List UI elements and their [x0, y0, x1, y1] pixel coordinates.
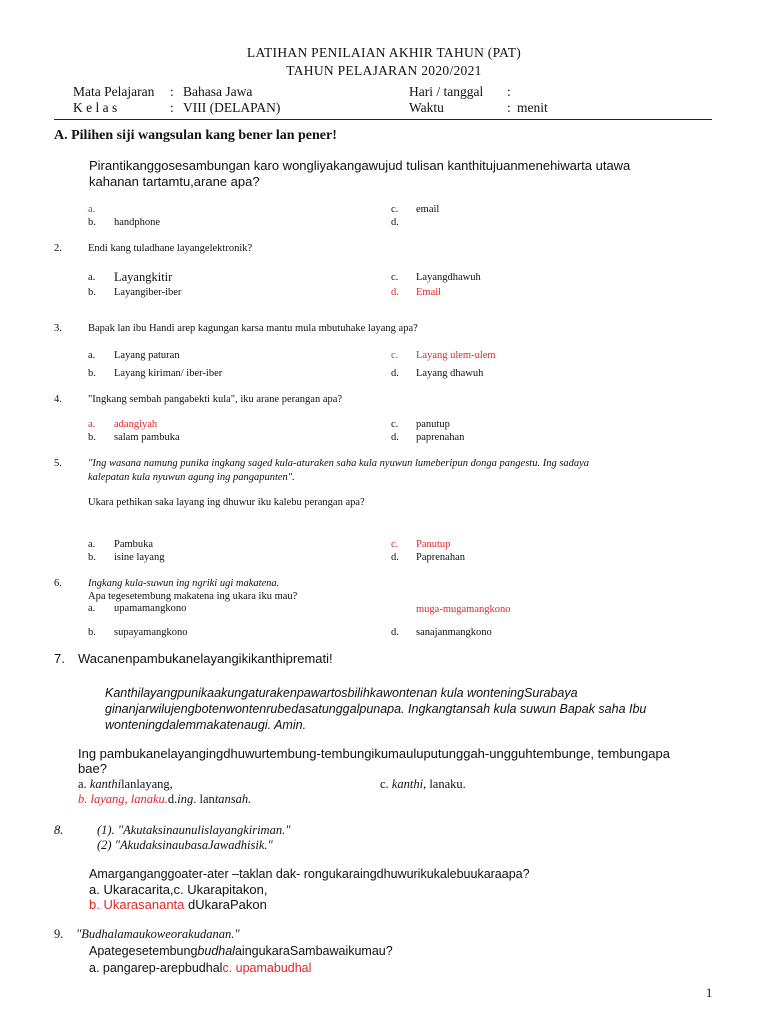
q7-passage-line3: wonteningdalemmakatenaugi. Amin. [105, 718, 307, 732]
q2-option-a-text[interactable]: Layangkitir [114, 270, 173, 284]
q7-option-b-d[interactable]: b. layang, lanaku.d.ing. lantansah. [78, 792, 252, 806]
class-label: K e l a s [73, 100, 118, 115]
q1-text-line2: kahanan tartamtu,arane apa? [89, 174, 260, 189]
q3-option-a-text[interactable]: Layang paturan [114, 350, 180, 361]
q7-question-line2: bae? [78, 761, 107, 776]
subject-value: Bahasa Jawa [183, 84, 253, 99]
q2-text: Endi kang tuladhane layangelektronik? [88, 243, 253, 254]
q3-option-b-letter[interactable]: b. [88, 368, 96, 379]
q7-passage-line2: ginanjarwilujengbotenwontenrubedasatunggalpunapa. Ingkangtansah kula suwun Bapak saha Ibu [105, 702, 647, 716]
q9-number: 9. [54, 927, 64, 941]
q7-option-a[interactable]: a. kanthilanlayang, [78, 777, 173, 791]
q5-option-b-letter[interactable]: b. [88, 552, 96, 563]
class-value: VIII (DELAPAN) [183, 100, 281, 115]
q5-option-a-letter[interactable]: a. [88, 539, 96, 550]
q5-option-b-text[interactable]: isine layang [114, 552, 165, 563]
q2-option-c-text[interactable]: Layangdhawuh [416, 272, 481, 283]
q6-line1: Ingkang kula-suwun ing ngriki ugi makatena. [88, 578, 280, 589]
q9-question: ApategesetembungbudhalaingukaraSambawaikumau? [89, 944, 393, 958]
q7-number: 7. [54, 651, 65, 666]
q5-question: Ukara pethikan saka layang ing dhuwur iku kalebu perangan apa? [88, 497, 365, 508]
subject-label: Mata Pelajaran [73, 84, 155, 99]
q8-option-c[interactable]: c. Ukarapitakon, [173, 882, 268, 897]
q6-option-a-letter[interactable]: a. [88, 603, 96, 614]
q2-option-a-letter[interactable]: a. [88, 272, 96, 283]
q8-sentence-1: (1). "Akutaksinaunulislayangkiriman." [97, 823, 291, 837]
q5-option-c-letter[interactable]: c. [391, 539, 399, 550]
q8-option-a[interactable]: a. Ukaracarita, [89, 882, 174, 897]
q1-option-a-letter[interactable]: a. [88, 204, 96, 215]
q3-text: Bapak lan ibu Handi arep kagungan karsa mantu mula mbutuhake layang apa? [88, 323, 418, 334]
header-divider [54, 119, 712, 120]
q6-line2: Apa tegesetembung makatena ing ukara iku mau? [88, 591, 298, 602]
q4-number: 4. [54, 394, 62, 405]
q6-number: 6. [54, 578, 62, 589]
q5-option-c-text[interactable]: Panutup [416, 539, 451, 550]
q8-number: 8. [54, 823, 64, 837]
q8-option-d[interactable]: dUkaraPakon [188, 897, 267, 912]
q7-instruction: Wacanenpambukanelayangikikanthipremati! [78, 651, 333, 666]
q6-option-b-letter[interactable]: b. [88, 627, 96, 638]
q6-option-b-text[interactable]: supayamangkono [114, 627, 188, 638]
q9-option-c-answer[interactable]: c. upamabudhal [222, 961, 312, 975]
q1-option-c-text[interactable]: email [416, 204, 440, 215]
q4-text: "Ingkang sembah pangabekti kula", iku arane perangan apa? [88, 394, 343, 405]
q1-option-b-text[interactable]: handphone [114, 217, 161, 228]
q1-text-line1: Pirantikanggosesambungan karo wongliyakangawujud tulisan kanthitujuanmenehiwarta utawa [89, 158, 631, 173]
q2-option-b-text[interactable]: Layangiber-iber [114, 287, 182, 298]
q2-number: 2. [54, 243, 62, 254]
q3-option-c-letter[interactable]: c. [391, 350, 399, 361]
q3-option-d-letter[interactable]: d. [391, 368, 399, 379]
q2-option-b-letter[interactable]: b. [88, 287, 96, 298]
q7-question-line1: Ing pambukanelayangingdhuwurtembung-tembungikumauluputunggah-ungguhtembunge, tembungapa [78, 746, 670, 761]
exam-year: TAHUN PELAJARAN 2020/2021 [286, 63, 482, 78]
page-number: 1 [706, 986, 713, 1000]
q7-option-c[interactable]: c. kanthi, lanaku. [380, 777, 466, 791]
q8-question: Amarganganggoater-ater –taklan dak- rongukaraingdhuwurikukalebuukaraapa? [89, 867, 530, 881]
q3-number: 3. [54, 323, 62, 334]
q8-option-b-answer[interactable]: b. Ukarasananta [89, 897, 185, 912]
q1-option-d-letter[interactable]: d. [391, 217, 399, 228]
q8-options-bd[interactable] [89, 897, 267, 912]
q7-option-b-answer[interactable]: b. layang, lanaku. [78, 792, 168, 806]
subject-colon: : [170, 84, 174, 99]
q4-option-b-text[interactable]: salam pambuka [114, 432, 180, 443]
q5-quote-line1: "Ing wasana namung punika ingkang saged kula-aturaken saha kula nyuwun lumeberipun donga pangestu. Ing sadaya [88, 458, 590, 469]
q4-option-c-letter[interactable]: c. [391, 419, 399, 430]
q2-option-d-text[interactable]: Email [416, 287, 442, 298]
q4-option-c-text[interactable]: panutup [416, 419, 450, 430]
q1-option-b-letter[interactable]: b. [88, 217, 96, 228]
q4-option-b-letter[interactable]: b. [88, 432, 96, 443]
q1-option-c-letter[interactable]: c. [391, 204, 399, 215]
q9-option-a[interactable]: a. pangarep-arepbudhal [89, 961, 223, 975]
q5-quote-line2: kalepatan kula nyuwun agung ing pangapunten". [88, 472, 295, 483]
q9-options[interactable] [89, 961, 311, 975]
q3-option-b-text[interactable]: Layang kiriman/ iber-iber [114, 368, 223, 379]
q2-option-c-letter[interactable]: c. [391, 272, 399, 283]
q5-option-d-letter[interactable]: d. [391, 552, 399, 563]
q3-option-c-text[interactable]: Layang ulem-ulem [416, 350, 496, 361]
q9-quote: "Budhalamaukoweorakudanan." [76, 927, 240, 941]
q4-option-d-text[interactable]: paprenahan [416, 432, 465, 443]
q4-option-d-letter[interactable]: d. [391, 432, 399, 443]
q6-option-a-text[interactable]: upamamangkono [114, 603, 187, 614]
q4-option-a-letter[interactable]: a. [88, 419, 96, 430]
date-colon: : [507, 84, 511, 99]
q3-option-d-text[interactable]: Layang dhawuh [416, 368, 484, 379]
exam-title: LATIHAN PENILAIAN AKHIR TAHUN (PAT) [246, 45, 522, 60]
q8-sentence-2: (2) "AkudaksinaubasaJawadhisik." [97, 838, 273, 852]
q7-passage-line1: Kanthilayangpunikaakungaturakenpawartosbilihkawontenan kula wonteningSurabaya [105, 686, 578, 700]
class-colon: : [170, 100, 174, 115]
q4-option-a-text[interactable]: adangiyah [114, 419, 158, 430]
q8-options-ac[interactable] [89, 882, 267, 897]
q5-option-d-text[interactable]: Paprenahan [416, 552, 465, 563]
q5-option-a-text[interactable]: Pambuka [114, 539, 154, 550]
q5-number: 5. [54, 458, 62, 469]
q6-option-d-text[interactable]: sanajanmangkono [416, 627, 492, 638]
q2-option-d-letter[interactable]: d. [391, 287, 399, 298]
q3-option-a-letter[interactable]: a. [88, 350, 96, 361]
section-title: A. Pilihen siji wangsulan kang bener lan pener! [54, 128, 337, 143]
time-label: Waktu [409, 100, 444, 115]
time-colon: : [507, 100, 511, 115]
date-label: Hari / tanggal [409, 84, 484, 99]
time-value: menit [517, 100, 548, 115]
q6-option-d-letter[interactable]: d. [391, 627, 399, 638]
q6-option-c-text[interactable]: muga-mugamangkono [416, 604, 511, 615]
